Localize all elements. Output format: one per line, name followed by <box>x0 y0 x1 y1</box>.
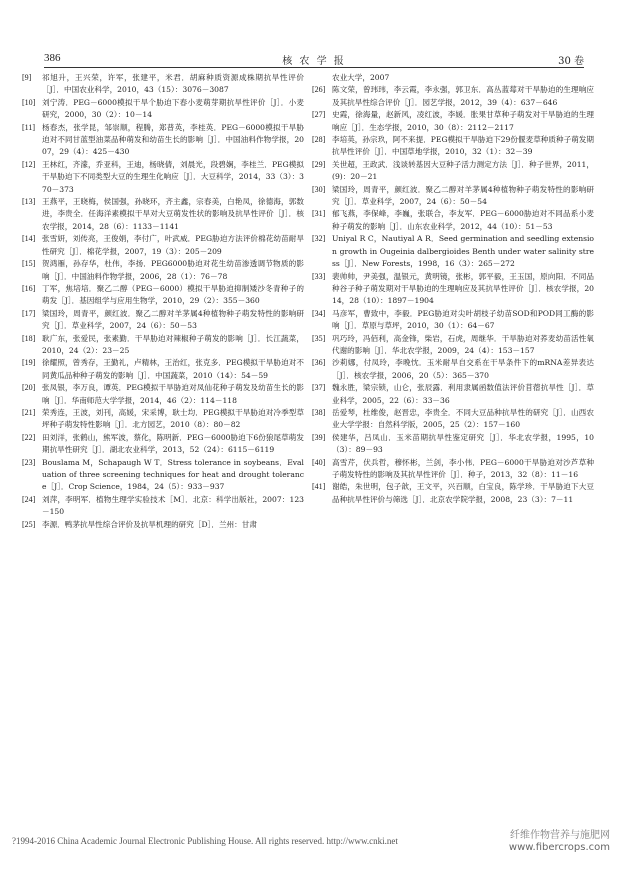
reference-number: [19] <box>22 358 36 368</box>
references-right-column <box>312 72 594 792</box>
reference-item <box>22 159 304 196</box>
reference-number: [20] <box>22 383 36 393</box>
reference-text: 侯建华，吕凤山．玉米苗期抗旱性鉴定研究［J］．华北农学报，1995，10（3）：89－93 <box>332 432 594 455</box>
reference-text: 李培英，孙宗玖，阿不来提．PEG模拟干旱胁迫下29份偃麦草种质种子萌发期抗旱性评价［J］．中国草地学报，2010，32（1）：32－39 <box>332 135 594 157</box>
watermark-cn: 纤维作物营养与施肥网 <box>510 830 610 841</box>
reference-text: 李源．鸭茅抗旱性综合评价及抗旱机理的研究［D］．兰州：甘肃 <box>42 519 257 529</box>
reference-item <box>22 258 304 283</box>
reference-item <box>22 283 304 308</box>
reference-text: 祁旭升，王兴荣，许军，张建平，米君．胡麻种质资源成株期抗旱性评价［J］．中国农业科学，2010，43（15）：3076－3087 <box>42 73 304 95</box>
reference-item <box>312 159 594 184</box>
watermark-url: www.fibercrops.com <box>508 842 610 853</box>
reference-number: [24] <box>22 494 36 504</box>
reference-number: [39] <box>312 432 326 442</box>
reference-number: [28] <box>312 135 326 145</box>
reference-number: [22] <box>22 432 36 442</box>
reference-item <box>312 308 594 333</box>
reference-text: 贺鸿雁，孙存华，杜伟，李扬．PEG6000胁迫对花生幼苗渗透调节物质的影响［J］．中国油料作物学报，2006，28（1）：76－78 <box>42 259 304 281</box>
volume-label: 30 卷 <box>558 56 584 67</box>
reference-number: [18] <box>22 333 36 343</box>
copyright-notice: ?1994-2016 China Academic Journal Electronic Publishing House. All rights reserved. http://www.cnki.net <box>12 836 398 846</box>
reference-item <box>312 333 594 358</box>
reference-item <box>312 271 594 308</box>
references-section <box>22 72 594 792</box>
reference-text: 岳爱琴，杜维俊，赵晋忠，李贵全．不同大豆品种抗旱性的研究［J］．山西农业大学学报：自然科学版，2005，25（2）：157－160 <box>332 407 594 430</box>
reference-text: 马彦军，曹致中，李毅．PEG胁迫对尖叶胡枝子幼苗SOD和POD同工酶的影响［J］．草原与草坪，2010，30（1）：64－67 <box>332 308 594 331</box>
reference-number: [12] <box>22 159 36 169</box>
reference-item <box>312 109 594 134</box>
reference-text: 郁飞燕，李保峰，李巍，张联合，李友军．PEG－6000胁迫对不同品系小麦种子萌发的影响［J］．山东农业科学，2012，44（10）：51－53 <box>332 209 594 231</box>
reference-text: 高雪芹，伏兵哲，穆怀彬，兰剑，李小伟．PEG－6000干旱胁迫对沙芦草种子萌发特性的影响及其抗旱性评价［J］．种子，2013，32（8）：11－16 <box>332 457 594 479</box>
reference-text: 农业大学，2007 <box>332 73 390 82</box>
reference-item <box>312 457 594 482</box>
reference-text: 刘宁涛．PEG－6000模拟干旱个胁迫下春小麦萌芽期抗旱性评价［J］．小麦研究，2000，30（2）：10－14 <box>42 97 304 120</box>
reference-number: [32] <box>312 234 326 244</box>
reference-text: 荣秀连，王波，刘刊，高媛，宋采博，耿士均．PEG模拟干旱胁迫对冷季型草坪种子萌发特性影响［J］．北方园艺，2010（8）：80－82 <box>42 407 304 430</box>
reference-text: 刘萍，李明军．植物生理学实验技术［M］．北京：科学出版社，2007：123－150 <box>42 494 304 517</box>
reference-number: [13] <box>22 197 36 207</box>
reference-text: 谢皓，朱世明，包子歆，王文平，兴百顺，白宝良，陈学珍．干旱胁迫下大豆品种抗旱性评价与筛选［J］．北京农学院学报，2008，23（3）：7－11 <box>332 482 594 504</box>
reference-number: [15] <box>22 259 36 269</box>
reference-number: [27] <box>312 110 326 120</box>
reference-number: [29] <box>312 159 326 169</box>
reference-item <box>312 208 594 233</box>
reference-number: [30] <box>312 184 326 194</box>
reference-text: 梁国玲，周青平，颜红波．聚乙二醇对羊茅属4种植物种子萌发特性的影响研究［J］．草业科学，2007，24（6）：50－54 <box>332 184 594 207</box>
reference-text: 王燕平，王晓梅，侯国强，孙晓环，齐主鑫，宗春美，白艳凤，徐德海，郭数进，李贵全．任海洋素模拟干旱对大豆萌发性状的影响及抗旱性评价［J］．核农学报，2014，28（6）：1133－1141 <box>42 197 304 231</box>
reference-number: [40] <box>312 457 326 467</box>
reference-item <box>312 84 594 109</box>
reference-text: 丁军，焦培培．聚乙二醇（PEG－6000）模拟干旱胁迫抑制矮沙冬青种子的萌发［J］．基因组学与应用生物学，2010，29（2）：355－360 <box>42 283 304 306</box>
reference-text: 裴帅帅，尹美强，温银元，黄明镜，张彬，郭平毅，王玉国，原向阳．不同品种谷子种子萌发期对干旱胁迫的生理响应及其抗旱性评价［J］．核农学报，2014，28（10）：1897－1904 <box>332 271 594 306</box>
reference-item <box>22 382 304 407</box>
reference-item <box>312 432 594 457</box>
reference-item <box>22 122 304 159</box>
reference-item <box>22 494 304 519</box>
journal-title: 核 农 学 报 <box>282 56 346 67</box>
reference-text: 杨春杰，张学昆，邹崇顺，程腾，郑普英，李桂英．PEG－6000模拟干旱胁迫对不同甘蓝型油菜品种萌发和幼苗生长的影响［J］．中国油料作物学报，2007，29（4）：425－430 <box>42 122 304 157</box>
reference-number: [17] <box>22 308 36 318</box>
reference-text: 田刘洋，张鹤山，熊军波，蔡化，陈明新．PEG－6000胁迫下6份狼尾草萌发期抗旱性研究［J］．湖北农业科学，2013，52（24）：6115－6119 <box>42 432 304 455</box>
reference-number: [23] <box>22 457 36 467</box>
reference-number: [35] <box>312 333 326 343</box>
reference-number: [34] <box>312 308 326 318</box>
reference-item <box>22 233 304 258</box>
page-number: 386 <box>44 52 61 64</box>
reference-number: [33] <box>312 271 326 281</box>
reference-item <box>22 333 304 358</box>
page-header <box>44 52 584 68</box>
reference-text: 魏永胜，梁宗锁，山仑，张辰露．利用隶属函数值法评价苜蓿抗旱性［J］．草业科学，2005，22（6）：33－36 <box>332 383 594 405</box>
reference-text: Bouslama M，Schapaugh W T．Stress tolerance in soybeans．Evaluation of three screening techniques for heat and drought tolerance［J］．Crop Science，1984，24（5）：933－937 <box>42 457 304 492</box>
reference-text: 王林红，齐濛，乔亚科，王迪，杨晓倩，刘晨光，段碧娴，李桂兰．PEG模拟干旱胁迫下不同类型大豆的生理生化响应［J］．大豆科学，2014，33（3）：370－373 <box>42 159 304 194</box>
reference-item <box>312 407 594 432</box>
reference-item <box>312 233 594 270</box>
reference-item <box>22 72 304 97</box>
reference-item <box>22 457 304 494</box>
reference-text: 陈文荣，曾玮玮，李云霞，李永强，郭卫东．高丛蓝莓对干旱胁迫的生理响应及其抗旱性综合评价［J］．园艺学报，2012，39（4）：637－646 <box>332 85 594 107</box>
reference-number: [31] <box>312 209 326 219</box>
reference-item <box>22 432 304 457</box>
reference-number: [41] <box>312 482 326 492</box>
reference-text: 史霞，徐海量，赵新风，凌红波，李媛．胀果甘草种子萌发对干旱胁迫的生理响应［J］．生态学报，2010，30（8）：2112－2117 <box>332 110 594 132</box>
reference-text: 梁国玲，周青平，颜红波．聚乙二醇对羊茅属4种植物种子萌发特性的影响研究［J］．草业科学，2007，24（6）：50－53 <box>42 308 304 331</box>
references-left-column <box>22 72 304 792</box>
reference-number: [14] <box>22 234 36 244</box>
reference-number <box>312 72 332 84</box>
reference-text: 耿广东，张爱民，张素勤．干旱胁迫对辣椒种子萌发的影响［J］．长江蔬菜，2010，24（2）：23－25 <box>42 333 304 355</box>
reference-item <box>312 72 594 84</box>
reference-item <box>312 382 594 407</box>
reference-item <box>312 184 594 209</box>
watermark <box>450 830 610 854</box>
reference-text: 关世超，王政武．浅谈转基因大豆种子活力测定方法［J］．种子世界，2011，(9)：20－21 <box>332 159 594 182</box>
reference-text: 张凤银，李万良，谭英．PEG模拟干旱胁迫对凤仙花种子萌发及幼苗生长的影响［J］．华南师范大学学报，2014，46（2）：114－118 <box>42 383 304 405</box>
reference-text: 沙莉娜，付凤玲，李晚忱．玉米耐旱自交系在干旱条件下的mRNA差异表达［J］．核农学报，2006，20（5）：365－370 <box>332 358 594 380</box>
reference-text: 巩巧玲，冯佰利，高金锋，柴岩，石虎，周继华．干旱胁迫对荞麦幼苗活性氧代谢的影响［J］．华北农学报，2009，24（4）：153－157 <box>332 333 594 355</box>
page-footer <box>0 830 618 853</box>
reference-text: 徐耀照，曾秀存，王勤礼，卢精林，王治红，张克多．PEG模拟干旱胁迫对不同黄瓜品种种子萌发的影响［J］．中国蔬菜，2010（14）：54－59 <box>42 358 304 380</box>
reference-item <box>312 357 594 382</box>
reference-text: 张雪妍，刘传亮，王俊娟，李付广，叶武威．PEG胁迫方法评价棉花幼苗耐旱性研究［J］．棉花学报，2007，19（3）：205－209 <box>42 234 304 256</box>
reference-number: [10] <box>22 97 36 107</box>
reference-item <box>312 134 594 159</box>
reference-number: [25] <box>22 519 36 529</box>
reference-text: Uniyal R C，Nautiyal A R．Seed germination and seedling extension growth in Ougeinia dalbergioides Benth under water salinity stress［J］．New Forests，1998，16（3）：265－272 <box>332 234 594 269</box>
reference-number: [11] <box>22 122 36 132</box>
reference-number: [36] <box>312 358 326 368</box>
reference-number: [26] <box>312 85 326 95</box>
reference-item <box>22 308 304 333</box>
reference-number: [37] <box>312 383 326 393</box>
reference-item <box>22 357 304 382</box>
reference-number: [38] <box>312 407 326 417</box>
reference-item <box>22 519 304 531</box>
reference-item <box>22 196 304 233</box>
reference-number: [9] <box>22 73 32 82</box>
reference-item <box>22 407 304 432</box>
reference-item <box>312 481 594 506</box>
reference-item <box>22 97 304 122</box>
reference-number: [21] <box>22 407 36 417</box>
header-rule <box>44 67 584 68</box>
reference-number: [16] <box>22 283 36 293</box>
